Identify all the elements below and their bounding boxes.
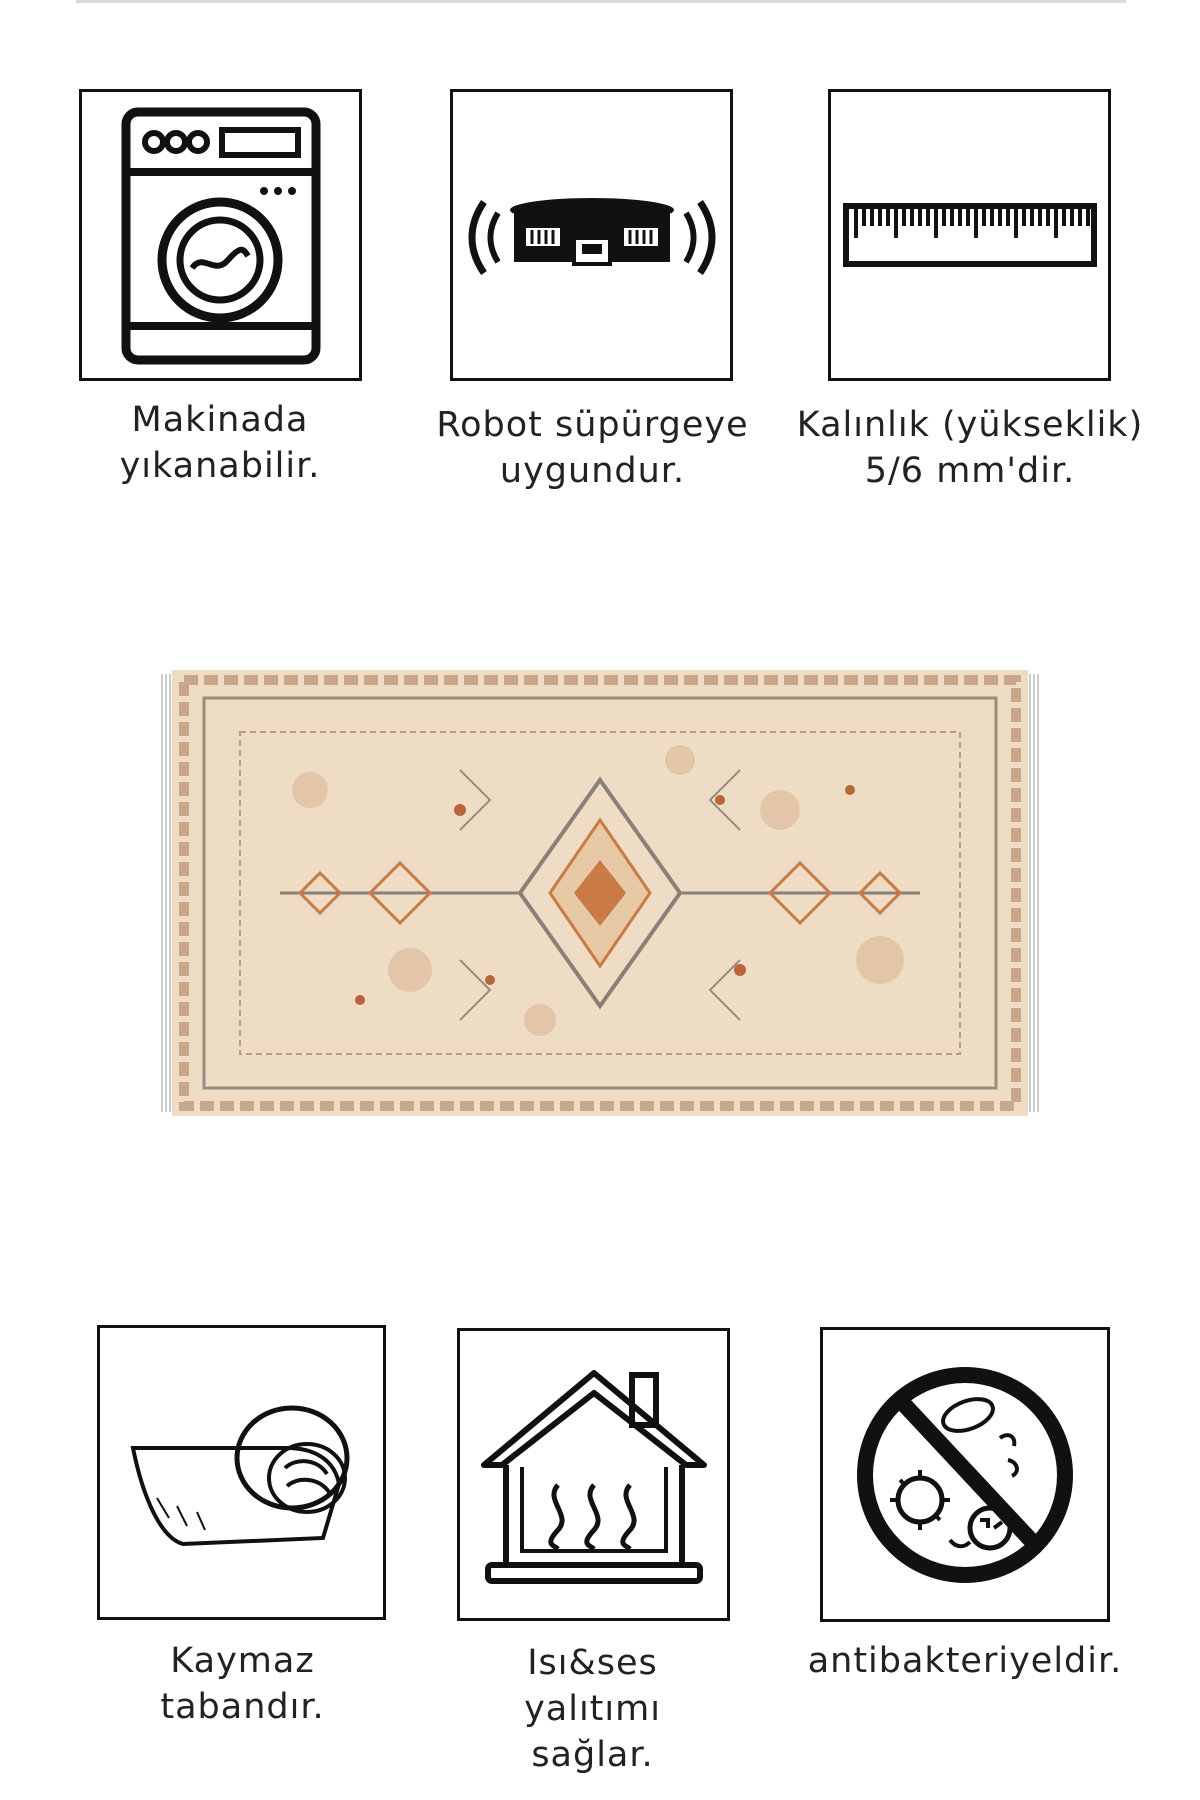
feature-caption-thickness: Kalınlık (yükseklik) 5/6 mm'dir. [796,405,1144,491]
feature-caption-robot-vacuum: Robot süpürgeye uygundur. [436,405,749,491]
non-slip-rolled-rug-icon [117,1388,367,1558]
top-divider [76,0,1126,3]
feature-caption-insulation: Isı&ses yalıtımı sağlar. [524,1643,661,1775]
rug-fringe-right [1030,674,1038,1112]
rug-product-image [160,670,1040,1116]
antibacterial-tile [820,1327,1110,1622]
rug-fringe-left [162,674,170,1112]
washing-machine-tile [79,89,362,381]
feature-caption-non-slip: Kaymaz tabandır. [160,1641,325,1727]
feature-caption-antibacterial: antibakteriyeldir. [807,1641,1123,1681]
robot-vacuum-icon [462,180,722,290]
house-insulation-icon [474,1355,714,1595]
antibacterial-icon [850,1360,1080,1590]
robot-vacuum-tile [450,89,733,381]
ruler-icon [842,200,1098,270]
feature-caption-washable: Makinada yıkanabilir. [119,400,321,486]
insulation-tile [457,1328,730,1621]
non-slip-tile [97,1325,386,1620]
washing-machine-icon [116,100,326,370]
ruler-tile [828,89,1111,381]
